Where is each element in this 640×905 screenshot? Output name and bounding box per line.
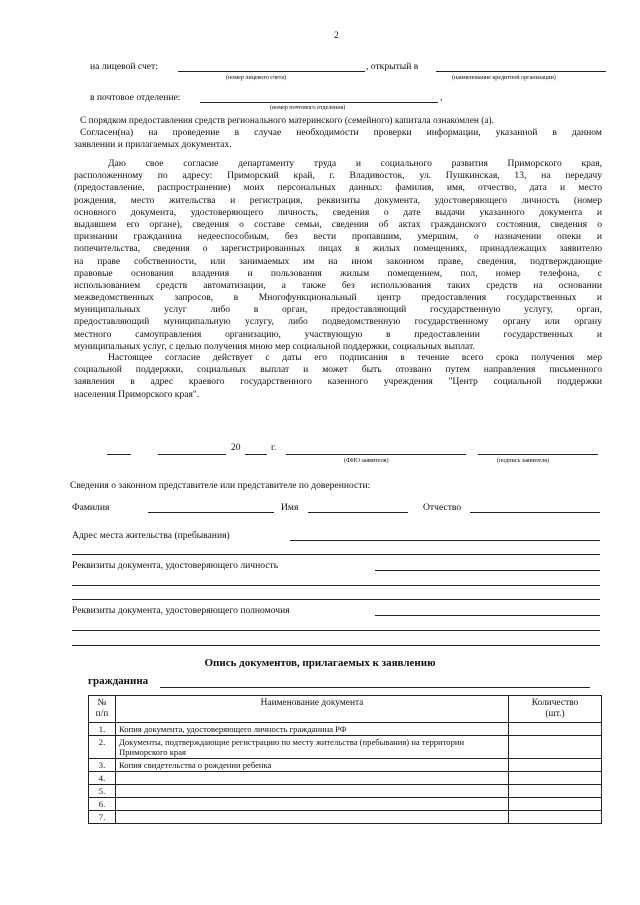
consent-line: признании гражданина недееспособным, без вести пропавшим, умершим, о назначении опеки и bbox=[74, 231, 602, 243]
qty-cell[interactable] bbox=[509, 723, 602, 736]
bank-org-field[interactable] bbox=[436, 71, 606, 72]
address-field-2[interactable] bbox=[72, 554, 600, 555]
authority-doc-field-2[interactable] bbox=[72, 630, 600, 631]
inventory-header-row bbox=[89, 696, 602, 723]
inventory-table bbox=[88, 695, 602, 824]
address-field-1[interactable] bbox=[290, 540, 600, 541]
row-number: 5. bbox=[89, 785, 116, 798]
table-row bbox=[89, 723, 602, 736]
patronymic-label: Отчество bbox=[423, 502, 462, 513]
doc-name-cell[interactable] bbox=[116, 785, 509, 798]
doc-name-cell: Копия свидетельства о рождении ребенка bbox=[116, 759, 509, 772]
agree-line: заявлении и прилагаемых документах. bbox=[74, 139, 232, 151]
account-opened-label: , открытый в bbox=[366, 61, 419, 72]
account-number-caption: (номер лицевого счета) bbox=[226, 74, 287, 81]
post-office-label: в почтовое отделение: bbox=[90, 92, 181, 103]
consent-line: использованием средств автоматизации, а также без использования таких средств на основании bbox=[74, 279, 602, 291]
date-month-field[interactable] bbox=[158, 454, 226, 455]
page-number: 2 bbox=[334, 30, 339, 41]
consent-line: рождения, место жительства и регистрация, реквизиты документа, удостоверяющего личность (номер bbox=[74, 194, 602, 206]
agree-paragraph bbox=[74, 127, 602, 151]
table-row bbox=[89, 811, 602, 824]
row-number: 6. bbox=[89, 798, 116, 811]
doc-name-cell[interactable] bbox=[116, 811, 509, 824]
inventory-title: Опись документов, прилагаемых к заявлению bbox=[204, 657, 436, 669]
row-number: 7. bbox=[89, 811, 116, 824]
applicant-fio-field[interactable] bbox=[286, 454, 466, 455]
agree-line: Согласен(на) на проведение в случае необходимости проверки информации, указанной в данном bbox=[80, 127, 602, 138]
consent-line: расположенному по адресу: Приморский край, г. Владивосток, ул. Пушкинская, 13, на передачу bbox=[74, 170, 602, 182]
consent-line: предоставляющий муниципальную услугу, либо подведомственную государственному органу или органу bbox=[74, 316, 602, 328]
name-field[interactable] bbox=[308, 512, 408, 513]
consent-line: выдавшем его органе), сведения о составе семьи, сведения об актах гражданского состояния, сведения о bbox=[74, 218, 602, 230]
qty-cell[interactable] bbox=[509, 798, 602, 811]
row-number: 3. bbox=[89, 759, 116, 772]
validity-line: Настоящее согласие действует с даты его подписания в течение всего срока получения мер bbox=[108, 352, 602, 363]
qty-cell[interactable] bbox=[509, 785, 602, 798]
validity-line: социальной поддержки, социальных выплат и может быть отозвано путем направления письменного bbox=[74, 364, 602, 376]
applicant-signature-caption: (подпись заявителя) bbox=[497, 457, 549, 464]
date-year-field[interactable] bbox=[245, 454, 267, 455]
citizen-label: гражданина bbox=[88, 675, 149, 687]
bank-org-caption: (наименование кредитной организации) bbox=[452, 74, 556, 81]
qty-header: Количество (шт.) bbox=[509, 696, 602, 723]
validity-line: заявления в адрес краевого государственного казенного учреждения "Центр социальной поддержки bbox=[74, 376, 602, 388]
date-day-field[interactable] bbox=[107, 454, 131, 455]
consent-line: муниципальных услуг либо в орган, предоставляющий государственную услугу, орган, bbox=[74, 304, 602, 316]
qty-cell[interactable] bbox=[509, 736, 602, 759]
id-doc-field-1[interactable] bbox=[375, 570, 600, 571]
consent-line: основного документа, удостоверяющего личность, сведения о дате выдачи указанного документа и bbox=[74, 206, 602, 218]
row-number: 1. bbox=[89, 723, 116, 736]
table-row bbox=[89, 772, 602, 785]
post-office-caption: (номер почтового отделения) bbox=[270, 104, 346, 111]
post-office-field[interactable] bbox=[200, 102, 438, 103]
num-header: № п/п bbox=[89, 696, 116, 723]
doc-name-cell: Документы, подтверждающие регистрацию по месту жительства (пребывания) на территории Приморского края bbox=[116, 736, 509, 759]
surname-label: Фамилия bbox=[72, 502, 110, 513]
qty-cell[interactable] bbox=[509, 772, 602, 785]
account-label: на лицевой счет: bbox=[90, 61, 158, 72]
consent-line: Даю свое согласие департаменту труда и социального развития Приморского края, bbox=[108, 158, 602, 169]
surname-field[interactable] bbox=[148, 512, 274, 513]
id-doc-label: Реквизиты документа, удостоверяющего личность bbox=[72, 560, 279, 571]
consent-line: местного самоуправления организацию, участвующую в предоставлении государственных и bbox=[74, 328, 602, 340]
validity-line: населения Приморского края". bbox=[74, 388, 200, 400]
consent-line: правовые основания владения и пользования жилым помещением, пол, номер телефона, с bbox=[74, 267, 602, 279]
doc-name-header: Наименование документа bbox=[116, 696, 509, 723]
id-doc-field-3[interactable] bbox=[72, 599, 600, 600]
address-label: Адрес места жительства (пребывания) bbox=[72, 530, 230, 541]
post-office-comma: , bbox=[440, 92, 443, 103]
validity-paragraph bbox=[74, 352, 602, 401]
table-row bbox=[89, 785, 602, 798]
qty-cell[interactable] bbox=[509, 759, 602, 772]
row-number: 2. bbox=[89, 736, 116, 759]
authority-doc-label: Реквизиты документа, удостоверяющего полномочия bbox=[72, 605, 290, 616]
applicant-fio-caption: (ФИО заявителя) bbox=[344, 457, 389, 464]
authority-doc-field-3[interactable] bbox=[72, 645, 600, 646]
table-row bbox=[89, 798, 602, 811]
consent-paragraph bbox=[74, 158, 602, 353]
consent-line: (предоставление, распространение) моих персональных данных: фамилия, имя, отчество, дата и место bbox=[74, 182, 602, 194]
doc-name-cell: Копия документа, удостоверяющего личность гражданина РФ bbox=[116, 723, 509, 736]
patronymic-field[interactable] bbox=[470, 512, 600, 513]
representative-heading: Сведения о законном представителе или представителе по доверенности: bbox=[70, 480, 371, 491]
date-year-suffix: г. bbox=[271, 442, 277, 453]
authority-doc-field-1[interactable] bbox=[375, 615, 600, 616]
row-number: 4. bbox=[89, 772, 116, 785]
qty-cell[interactable] bbox=[509, 811, 602, 824]
doc-name-cell[interactable] bbox=[116, 798, 509, 811]
consent-line: попечительства, сведения о зарегистрированных лицах в жилых помещениях, принадлежащих заявителю bbox=[74, 243, 602, 255]
table-row bbox=[89, 759, 602, 772]
date-year-prefix: 20 bbox=[231, 442, 241, 453]
account-number-field[interactable] bbox=[178, 71, 365, 72]
table-row bbox=[89, 736, 602, 759]
consent-line: муниципальных услуг, с целью получения мною мер социальной поддержки, социальных выплат. bbox=[74, 340, 475, 352]
id-doc-field-2[interactable] bbox=[72, 585, 600, 586]
ack-line: С порядком предоставления средств регионального материнского (семейного) капитала ознакомлен (а). bbox=[80, 116, 495, 126]
citizen-name-field[interactable] bbox=[160, 687, 590, 688]
consent-line: на праве собственности, или занимаемых им на ином законном праве, сведения, подтверждающие bbox=[74, 255, 602, 267]
doc-name-cell[interactable] bbox=[116, 772, 509, 785]
applicant-signature-field[interactable] bbox=[478, 454, 598, 455]
consent-line: межведомственных запросов, в Многофункциональный центр предоставления государственных и bbox=[74, 292, 602, 304]
name-label: Имя bbox=[281, 502, 299, 513]
